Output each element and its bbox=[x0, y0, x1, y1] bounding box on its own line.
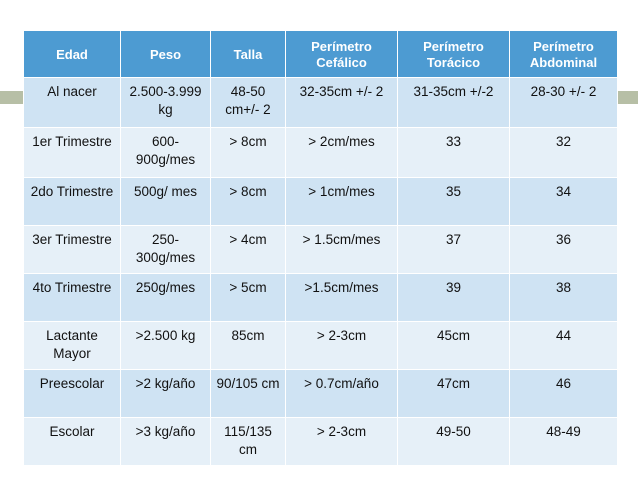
cell-perimetro-abdominal: 36 bbox=[510, 226, 618, 274]
cell-edad: Lactante Mayor bbox=[24, 322, 121, 370]
cell-perimetro-toracico: 47cm bbox=[398, 370, 510, 418]
cell-perimetro-abdominal: 34 bbox=[510, 178, 618, 226]
header-row bbox=[24, 31, 618, 78]
cell-peso: 2.500-3.999 kg bbox=[121, 78, 211, 128]
cell-edad: 1er Trimestre bbox=[24, 128, 121, 178]
cell-edad: 3er Trimestre bbox=[24, 226, 121, 274]
cell-talla: > 4cm bbox=[211, 226, 286, 274]
decorative-bar-right bbox=[617, 91, 638, 104]
cell-perimetro-abdominal: 44 bbox=[510, 322, 618, 370]
cell-talla: > 5cm bbox=[211, 274, 286, 322]
cell-edad: 4to Trimestre bbox=[24, 274, 121, 322]
cell-peso: 250-300g/mes bbox=[121, 226, 211, 274]
cell-talla: > 8cm bbox=[211, 178, 286, 226]
growth-table bbox=[23, 30, 618, 466]
cell-peso: >2 kg/año bbox=[121, 370, 211, 418]
table-row bbox=[24, 418, 618, 466]
cell-perimetro-cefalico: 32-35cm +/- 2 bbox=[286, 78, 398, 128]
header-perimetro-abdominal: Perímetro Abdominal bbox=[510, 31, 618, 78]
cell-peso: >2.500 kg bbox=[121, 322, 211, 370]
cell-perimetro-toracico: 35 bbox=[398, 178, 510, 226]
table-row bbox=[24, 178, 618, 226]
cell-perimetro-toracico: 39 bbox=[398, 274, 510, 322]
cell-perimetro-toracico: 45cm bbox=[398, 322, 510, 370]
table-row bbox=[24, 78, 618, 128]
cell-talla: > 8cm bbox=[211, 128, 286, 178]
cell-peso: 250g/mes bbox=[121, 274, 211, 322]
cell-peso: 500g/ mes bbox=[121, 178, 211, 226]
cell-perimetro-toracico: 49-50 bbox=[398, 418, 510, 466]
decorative-bar-left bbox=[0, 91, 23, 104]
cell-perimetro-toracico: 37 bbox=[398, 226, 510, 274]
cell-perimetro-cefalico: > 1cm/mes bbox=[286, 178, 398, 226]
header-peso: Peso bbox=[121, 31, 211, 78]
cell-peso: >3 kg/año bbox=[121, 418, 211, 466]
table-row bbox=[24, 274, 618, 322]
cell-perimetro-cefalico: > 2-3cm bbox=[286, 418, 398, 466]
header-perimetro-cefalico: Perímetro Cefálico bbox=[286, 31, 398, 78]
cell-edad: 2do Trimestre bbox=[24, 178, 121, 226]
cell-perimetro-cefalico: > 0.7cm/año bbox=[286, 370, 398, 418]
cell-perimetro-abdominal: 48-49 bbox=[510, 418, 618, 466]
cell-perimetro-abdominal: 46 bbox=[510, 370, 618, 418]
header-edad: Edad bbox=[24, 31, 121, 78]
cell-edad: Escolar bbox=[24, 418, 121, 466]
cell-perimetro-cefalico: > 2-3cm bbox=[286, 322, 398, 370]
table-row bbox=[24, 370, 618, 418]
header-talla: Talla bbox=[211, 31, 286, 78]
cell-talla: 48-50 cm+/- 2 bbox=[211, 78, 286, 128]
cell-perimetro-abdominal: 32 bbox=[510, 128, 618, 178]
cell-peso: 600-900g/mes bbox=[121, 128, 211, 178]
cell-perimetro-toracico: 33 bbox=[398, 128, 510, 178]
cell-perimetro-cefalico: > 2cm/mes bbox=[286, 128, 398, 178]
table-row bbox=[24, 226, 618, 274]
cell-edad: Al nacer bbox=[24, 78, 121, 128]
cell-perimetro-cefalico: >1.5cm/mes bbox=[286, 274, 398, 322]
header-perimetro-toracico: Perímetro Torácico bbox=[398, 31, 510, 78]
cell-perimetro-toracico: 31-35cm +/-2 bbox=[398, 78, 510, 128]
cell-talla: 85cm bbox=[211, 322, 286, 370]
cell-perimetro-abdominal: 38 bbox=[510, 274, 618, 322]
table-row bbox=[24, 322, 618, 370]
cell-perimetro-cefalico: > 1.5cm/mes bbox=[286, 226, 398, 274]
table-row bbox=[24, 128, 618, 178]
cell-talla: 115/135 cm bbox=[211, 418, 286, 466]
cell-perimetro-abdominal: 28-30 +/- 2 bbox=[510, 78, 618, 128]
growth-table-container bbox=[23, 30, 617, 466]
cell-talla: 90/105 cm bbox=[211, 370, 286, 418]
cell-edad: Preescolar bbox=[24, 370, 121, 418]
